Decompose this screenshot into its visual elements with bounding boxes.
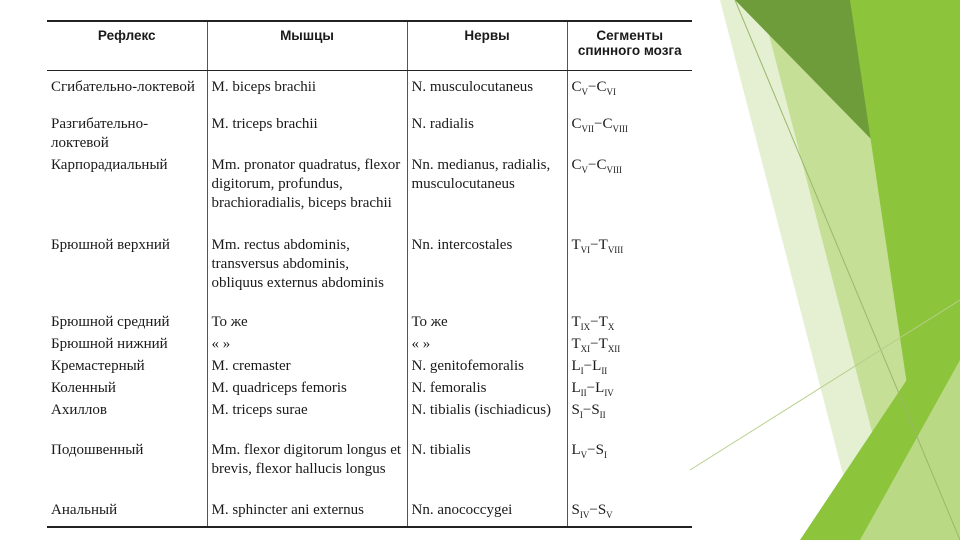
muscles-cell: M. cremaster	[207, 357, 407, 379]
nerves-cell: Nn. intercostales	[407, 236, 567, 313]
segment-end-index: II	[601, 365, 608, 376]
segment-end-index: X	[607, 321, 615, 332]
reflex-cell: Брюшной средний	[51, 313, 170, 330]
table-row	[47, 71, 692, 115]
segment-end-letter: T	[598, 313, 608, 330]
nerves-cell: То же	[407, 313, 567, 335]
segments-cell: $C_V-C_{VI}$	[567, 71, 692, 115]
segment-end-letter: T	[598, 335, 608, 352]
muscles-cell: Mm. flexor digitorum longus et brevis, flexor hallucis longus	[207, 441, 407, 501]
segment-start-letter: C	[571, 79, 582, 95]
segment-start-index: I	[580, 365, 584, 376]
reflex-cell: Ахиллов	[51, 401, 107, 418]
nerves-cell: N. genitofemoralis	[407, 357, 567, 379]
segment-start-index: V	[580, 449, 588, 460]
segments-cell: $L_{II}-L_{IV}$	[567, 379, 692, 401]
table-row	[47, 236, 692, 313]
segment-start-letter: T	[571, 236, 581, 253]
table-row	[47, 501, 692, 527]
reflex-cell: Карпорадиальный	[51, 156, 168, 173]
muscles-cell: То же	[207, 313, 407, 335]
reflex-table	[47, 20, 692, 528]
table-row	[47, 156, 692, 236]
segment-start-letter: S	[571, 401, 580, 418]
segments-cell: $T_{IX}-T_X$	[567, 313, 692, 335]
segments-cell: $C_{VII}-C_{VIII}$	[567, 115, 692, 156]
segment-start-index: VI	[580, 244, 591, 255]
table-row	[47, 115, 692, 156]
table-row	[47, 335, 692, 357]
segment-start-letter: L	[571, 357, 581, 374]
segments-cell: $T_{XI}-T_{XII}$	[567, 335, 692, 357]
table-row	[47, 379, 692, 401]
segment-start-index: XI	[580, 343, 591, 354]
muscles-cell: M. quadriceps femoris	[207, 379, 407, 401]
segment-end-index: V	[606, 509, 613, 520]
segment-end-index: IV	[604, 387, 614, 398]
segment-end-index: XII	[607, 343, 621, 354]
header-muscles: Мышцы	[207, 21, 407, 71]
segment-start-letter: L	[571, 379, 581, 396]
table-row	[47, 401, 692, 441]
table-row	[47, 313, 692, 335]
header-reflex: Рефлекс	[47, 21, 207, 71]
muscles-cell: M. sphincter ani externus	[207, 501, 407, 527]
segment-end-letter: S	[595, 441, 604, 458]
segments-cell: $S_{IV}-S_V$	[567, 501, 692, 527]
nerves-cell: N. radialis	[407, 115, 567, 156]
segment-start-index: I	[579, 409, 583, 420]
header-segments: Сегменты спинного мозга	[567, 21, 692, 71]
segment-start-letter: S	[571, 501, 580, 518]
nerves-cell: N. femoralis	[407, 379, 567, 401]
segments-cell: $S_I-S_{II}$	[567, 401, 692, 441]
segments-cell: $C_V-C_{VIII}$	[567, 156, 692, 236]
muscles-cell: Mm. pronator quadratus, flexor digitorum, profundus, brachioradialis, biceps brachii	[207, 156, 407, 236]
nerves-cell: Nn. medianus, radialis, musculocutaneus	[407, 156, 567, 236]
reflex-cell: Сгибательно-локтевой	[51, 79, 195, 95]
muscles-cell: M. triceps brachii	[207, 115, 407, 156]
nerves-cell: N. tibialis	[407, 441, 567, 501]
nerves-cell: N. tibialis (ischiadicus)	[407, 401, 567, 441]
segment-start-index: V	[581, 164, 589, 175]
header-nerves: Нервы	[407, 21, 567, 71]
segment-start-letter: L	[571, 441, 581, 458]
muscles-cell: « »	[207, 335, 407, 357]
segment-end-index: VIII	[607, 244, 624, 255]
segment-start-index: II	[580, 387, 587, 398]
reflex-cell: Коленный	[51, 379, 116, 396]
segment-end-index: VIII	[606, 164, 622, 175]
reflex-cell: Разгибательно-локтевой	[51, 115, 149, 151]
segment-end-letter: C	[602, 115, 613, 132]
segment-start-letter: C	[571, 115, 582, 132]
segment-start-index: VII	[581, 123, 595, 134]
segment-end-index: VIII	[612, 123, 628, 134]
segment-end-letter: L	[592, 357, 602, 374]
reflex-cell: Кремастерный	[51, 357, 145, 374]
muscles-cell: Mm. rectus abdominis, transversus abdominis, obliquus externus abdominis	[207, 236, 407, 313]
table-row	[47, 357, 692, 379]
segment-end-letter: S	[591, 401, 600, 418]
reflex-cell: Брюшной нижний	[51, 335, 168, 352]
segment-start-index: IX	[580, 321, 591, 332]
segment-end-letter: T	[598, 236, 608, 253]
segment-end-index: I	[603, 449, 607, 460]
muscles-cell: M. biceps brachii	[207, 71, 407, 115]
reflex-cell: Подошвенный	[51, 441, 144, 458]
reflex-cell: Анальный	[47, 501, 207, 527]
segment-end-index: II	[599, 409, 606, 420]
segments-cell: $L_I-L_{II}$	[567, 357, 692, 379]
segment-start-index: IV	[579, 509, 590, 520]
segment-end-letter: S	[597, 501, 607, 518]
nerves-cell: N. musculocutaneus	[407, 71, 567, 115]
segment-end-letter: L	[595, 379, 605, 396]
segment-start-index: V	[581, 87, 589, 97]
nerves-cell: « »	[407, 335, 567, 357]
table-row	[47, 441, 692, 501]
segment-start-letter: C	[571, 156, 582, 173]
reflex-table-container	[47, 20, 692, 520]
segment-start-letter: T	[571, 335, 581, 352]
nerves-cell: Nn. anococcygei	[407, 501, 567, 527]
muscles-cell: M. triceps surae	[207, 401, 407, 441]
reflex-cell: Брюшной верхний	[51, 236, 170, 253]
table-header-row	[47, 21, 692, 71]
segment-start-letter: T	[571, 313, 581, 330]
segments-cell: $L_V-S_I$	[567, 441, 692, 501]
segment-end-letter: C	[596, 79, 607, 95]
segment-end-letter: C	[596, 156, 607, 173]
segments-cell: $T_{VI}-T_{VIII}$	[567, 236, 692, 313]
segment-end-index: VI	[606, 87, 616, 97]
